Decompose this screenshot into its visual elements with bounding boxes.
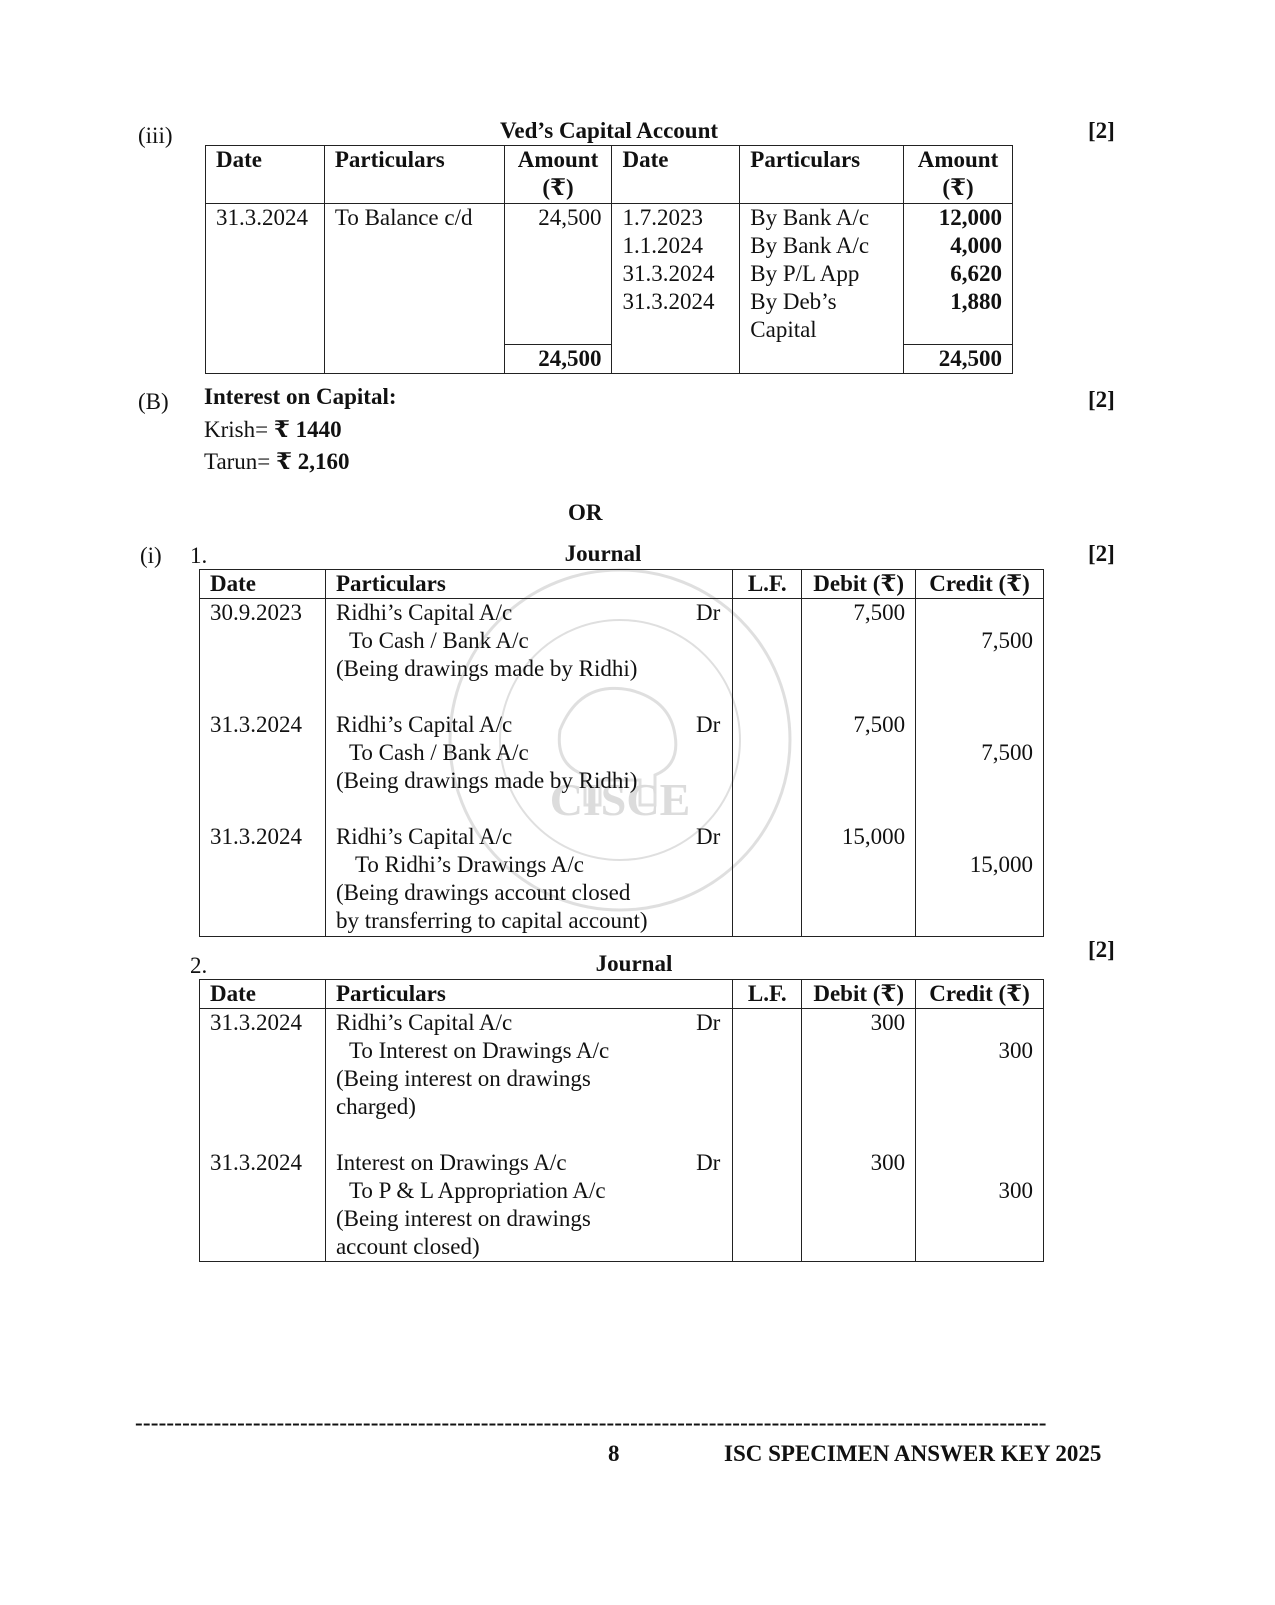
j1-debits: 7,500 7,500 15,000: [802, 599, 916, 937]
capital-account-title: Ved’s Capital Account: [499, 118, 719, 143]
credit-total: 24,500: [904, 345, 1013, 374]
header-amount-2: Amount (₹): [904, 146, 1013, 204]
credit-particulars: By Bank A/c By Bank A/c By P/L App By Deb’s Capital: [740, 204, 904, 374]
j2-entry-2: Interest on Drawings A/c Dr To P & L Appropriation A/c (Being interest on drawings account closed): [335, 1150, 721, 1259]
j2-debits: 300 300: [802, 1009, 916, 1262]
journal-2-title: Journal: [595, 951, 673, 976]
capital-account-table: [205, 145, 1013, 374]
j1-header-credit: Credit (₹): [916, 570, 1044, 599]
credit-amounts: 12,000 4,000 6,620 1,880: [904, 204, 1013, 345]
debit-amount: 24,500: [504, 204, 612, 345]
journal-1-title: Journal: [564, 541, 642, 566]
svg-text:CISCE: CISCE: [549, 774, 691, 825]
j1-header-date: Date: [200, 570, 326, 599]
j2-entry-1: Ridhi’s Capital A/c Dr To Interest on Drawings A/c (Being interest on drawings charged): [335, 1010, 721, 1119]
section-label-i: (i): [140, 543, 162, 568]
page-number: 8: [608, 1441, 620, 1466]
j1-header-debit: Debit (₹): [802, 570, 916, 599]
journal-2-number: 2.: [190, 953, 208, 978]
or-divider: OR: [568, 500, 603, 525]
j1-entry-2: Ridhi’s Capital A/c Dr To Cash / Bank A/c (Being drawings made by Ridhi): [335, 712, 721, 793]
j2-header-date: Date: [200, 980, 326, 1009]
journal-1-table: [199, 569, 1044, 937]
j2-header-debit: Debit (₹): [802, 980, 916, 1009]
debit-date: 31.3.2024: [206, 204, 325, 374]
marks-2: [2]: [1088, 937, 1115, 962]
credit-dates: 1.7.2023 1.1.2024 31.3.2024 31.3.2024: [612, 204, 740, 374]
journal-1-number: 1.: [190, 543, 208, 568]
j2-header-lf: L.F.: [733, 980, 802, 1009]
interest-krish: Krish= ₹ 1440: [204, 417, 342, 442]
j1-particulars: [325, 599, 732, 937]
j2-header-credit: Credit (₹): [916, 980, 1044, 1009]
section-label-b: (B): [138, 389, 169, 414]
interest-heading: Interest on Capital:: [204, 384, 397, 409]
marks-i: [2]: [1088, 541, 1115, 566]
header-particulars-2: Particulars: [740, 146, 904, 204]
j1-credits: 7,500 7,500 15,000: [916, 599, 1044, 937]
header-date: Date: [206, 146, 325, 204]
marks-iii: [2]: [1088, 118, 1115, 143]
footer-divider: --------------------------------------------------------------------------------------------------------------------: [135, 1410, 1047, 1435]
j1-entry-3: Ridhi’s Capital A/c Dr To Ridhi’s Drawings A/c (Being drawings account closed by transferring to capital account): [335, 824, 721, 933]
j1-entry-1: Ridhi’s Capital A/c Dr To Cash / Bank A/c (Being drawings made by Ridhi): [335, 600, 721, 681]
j1-lf: [733, 599, 802, 937]
header-amount: Amount (₹): [504, 146, 612, 204]
j1-dates: 30.9.2023 31.3.2024 31.3.2024: [200, 599, 326, 937]
j2-dates: 31.3.2024 31.3.2024: [200, 1009, 326, 1262]
journal-2-table: [199, 979, 1044, 1262]
footer-title: ISC SPECIMEN ANSWER KEY 2025: [724, 1441, 1102, 1466]
j1-header-particulars: Particulars: [325, 570, 732, 599]
debit-total: 24,500: [504, 345, 612, 374]
marks-b: [2]: [1088, 387, 1115, 412]
j2-particulars: [325, 1009, 732, 1262]
j2-header-particulars: Particulars: [325, 980, 732, 1009]
j2-credits: 300 300: [916, 1009, 1044, 1262]
section-label-iii: (iii): [138, 123, 173, 148]
header-date-2: Date: [612, 146, 740, 204]
j1-header-lf: L.F.: [733, 570, 802, 599]
j2-lf: [733, 1009, 802, 1262]
interest-tarun: Tarun= ₹ 2,160: [204, 449, 350, 474]
debit-particulars: To Balance c/d: [324, 204, 504, 374]
header-particulars: Particulars: [324, 146, 504, 204]
